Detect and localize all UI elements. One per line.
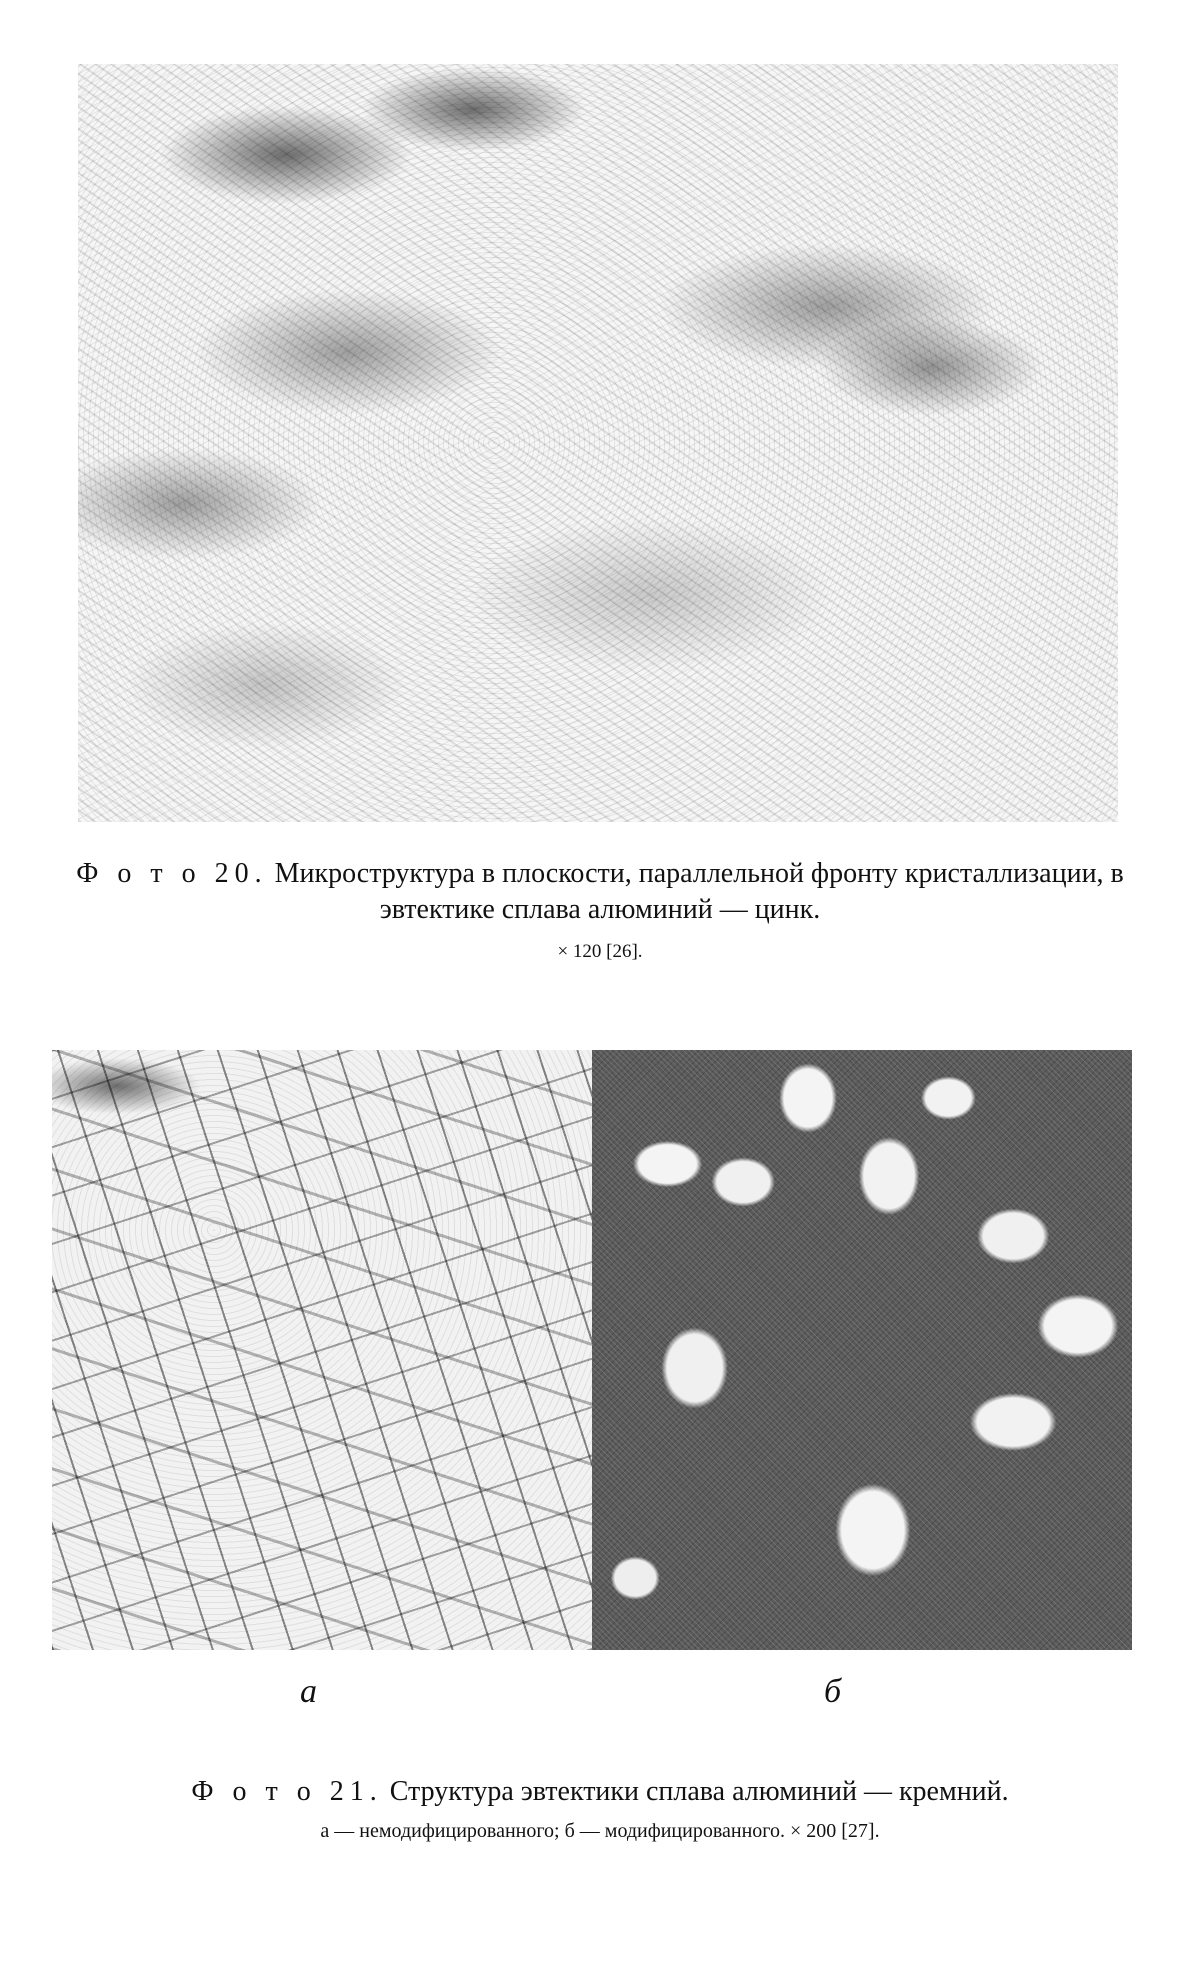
panel-label-b: б [824,1673,842,1710]
micrograph-unmodified [52,1050,592,1650]
photo-20-caption-lead: Ф о т о 20. [76,858,268,889]
micrograph-photo-21 [52,1050,1132,1650]
photo-21-subcaption: а — немодифицированного; б — модифицированного. × 200 [27]. [320,1820,880,1842]
photo-20-magnification: × 120 [26]. [557,941,643,962]
photo-21-caption-lead: Ф о т о 21. [191,1776,383,1807]
photo-21-caption-text: Структура эвтектики сплава алюминий — кремний. [382,1776,1009,1807]
photo-21-caption [52,1775,1148,1809]
photo-20-caption [52,856,1148,928]
photo-20-caption-text: Микроструктура в плоскости, параллельной фронту кристаллизации, в эвтектике сплава алюминий — цинк. [267,858,1124,925]
micrograph-photo-20 [78,64,1118,822]
micrograph-modified [592,1050,1132,1650]
panel-label-a: а [300,1673,317,1710]
